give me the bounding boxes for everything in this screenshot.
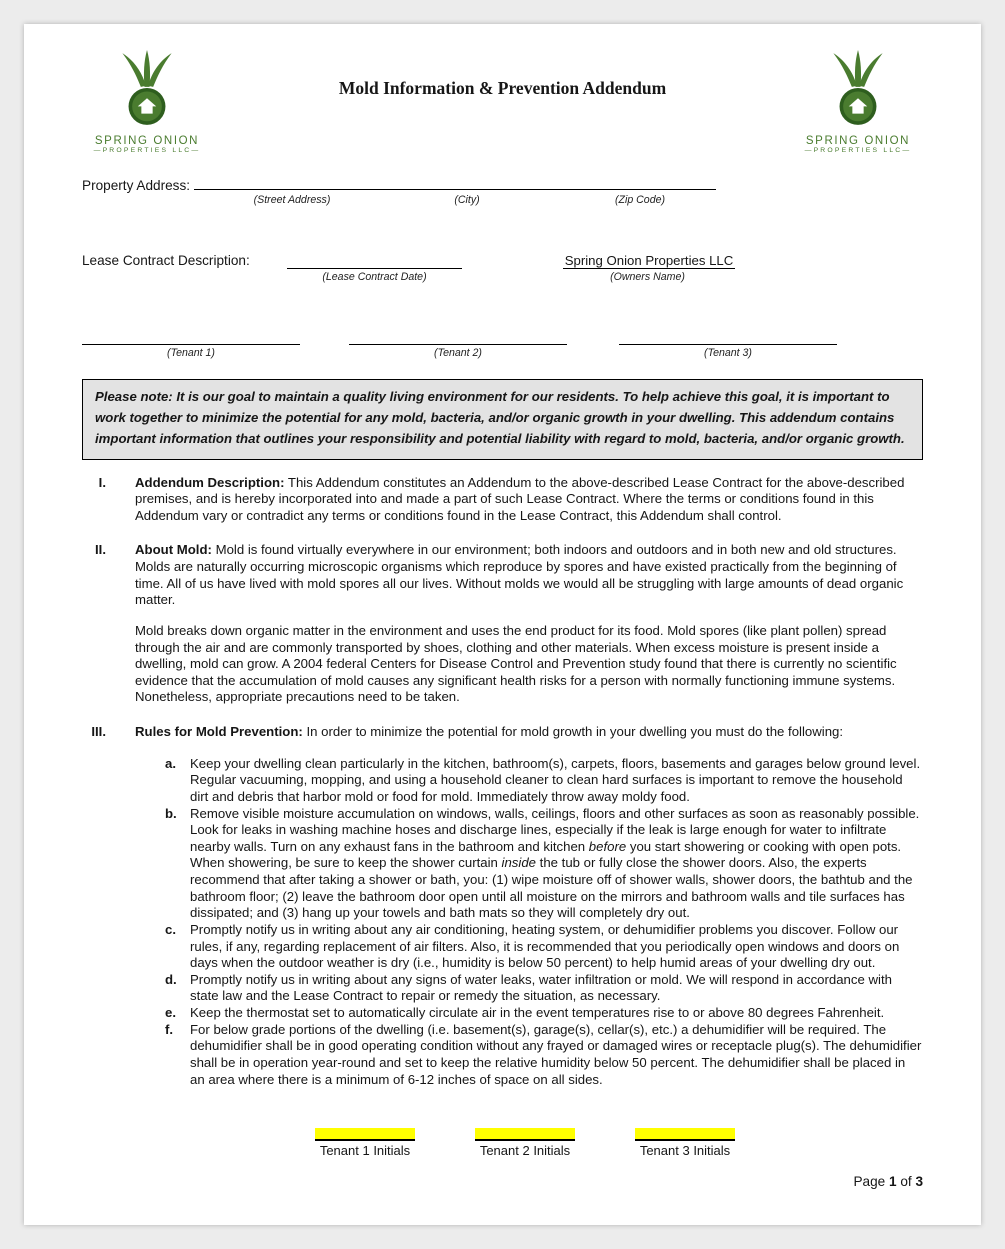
rule-item-e: [82, 1005, 923, 1022]
rule-letter: b.: [165, 805, 177, 821]
section-label: Rules for Mold Prevention:: [135, 724, 303, 740]
section-body: [135, 724, 923, 741]
tenant1-initials-field[interactable]: [315, 1128, 415, 1141]
section-text-2: Mold breaks down organic matter in the environment and uses the end product for its food. Mold spores (like plant pollen) spread through the air and are commonly transported by shoes, clothing and other materials. When excess moisture is present inside a dwelling, mold can grow. A 2004 federal Centers for Disease Control and Prevention study found that there is currently no scientific evidence that the accumulation of mold causes any significant health risks for a person with normally functioning immune systems. Nonetheless, appropriate precautions need to be taken.: [135, 622, 897, 705]
rule-text-part: Remove visible moisture accumulation on windows, walls, ceilings, floors and other surfaces as soon as reasonably possible. Look for leaks in washing machine hoses and discharge lines, especially if the leak is large enough for water to infiltrate nearby walls. Turn on any exhaust fans in the bathroom and kitchen: [190, 805, 920, 854]
tenant1-caption: (Tenant 1): [167, 347, 215, 359]
spring-onion-logo-right: [793, 50, 923, 154]
city-caption: (City): [454, 194, 480, 206]
rule-item-b: [82, 806, 923, 922]
page-number: 1: [888, 1174, 897, 1189]
tenant1-initials-label: Tenant 1 Initials: [319, 1143, 411, 1159]
rule-text: Promptly notify us in writing about any signs of water leaks, water infiltration or mold. We will respond in accordance with state law and the Lease Contract to repair or remedy the situation, as necessary.: [190, 971, 892, 1004]
section-body: [135, 475, 923, 525]
lease-contract-label: Lease Contract Description:: [82, 253, 250, 268]
tenant-signature-captions: [82, 347, 923, 363]
document-page: [24, 24, 981, 1225]
property-address-line[interactable]: [194, 176, 716, 190]
tenant-signature-row: [82, 329, 923, 347]
tenant2-initials-field[interactable]: [475, 1128, 575, 1141]
rule-letter: a.: [165, 755, 176, 771]
section-label: About Mold:: [135, 542, 212, 558]
logo-name: SPRING ONION: [94, 135, 200, 147]
rule-text: Keep the thermostat set to automatically circulate air in the event temperatures rise to or above 80 degrees Fahrenheit.: [190, 1005, 885, 1021]
rule-item-c: [82, 922, 923, 972]
rule-letter: e.: [165, 1005, 176, 1021]
section-number: III.: [91, 724, 106, 740]
logo-subtitle-text: PROPERTIES LLC: [102, 147, 192, 154]
sections: [82, 475, 923, 1089]
property-address-label: Property Address:: [82, 178, 191, 193]
logo-name: SPRING ONION: [805, 135, 911, 147]
page-footer: [853, 1174, 923, 1189]
page-label: Page: [853, 1174, 886, 1189]
lease-contract-date-line[interactable]: [287, 255, 462, 269]
onion-icon: [116, 50, 178, 130]
section-text: This Addendum constitutes an Addendum to the above-described Lease Contract for the above-described premises, and is hereby incorporated into and made a part of such Lease Contract. Where the terms or conditions found in this Addendum vary or contradict any terms or conditions found in the Lease Contract, this Addendum shall control.: [135, 474, 905, 523]
onion-icon: [827, 50, 889, 130]
rule-letter: d.: [165, 971, 177, 987]
section-rules-for-mold-prevention: [82, 724, 923, 741]
lease-contract-row: [82, 253, 923, 271]
tenant2-caption: (Tenant 2): [434, 347, 482, 359]
rule-item-a: [82, 756, 923, 806]
section-body: [135, 542, 923, 706]
rule-text-part: you start showering or cooking with open pots. When showering, be sure to keep the shower curtain: [190, 838, 902, 871]
section-text: Mold is found virtually everywhere in our environment; both indoors and outdoors and in both new and old structures. Molds are naturally occurring microscopic organisms which reproduce by spores and have existed practically from the beginning of time. All of us have lived with mold spores all our lives. Without molds we would all be struggling with large amounts of dead organic matter.: [135, 542, 904, 608]
section-about-mold: [82, 542, 923, 706]
rule-letter: c.: [165, 921, 176, 937]
rule-text: Keep your dwelling clean particularly in the kitchen, bathroom(s), carpets, floors, basements and garages below ground level. Regular vacuuming, mopping, and using a household cleaner to clean hard surfaces is important to remove the household dirt and debris that harbor mold or food for mold. Immediately throw away moldy food.: [190, 755, 921, 804]
property-address-captions: [82, 194, 923, 210]
rules-list: [82, 756, 923, 1089]
rule-text-part: the tub or fully close the shower doors. Also, the experts recommend that after taking a shower or bath, you: (1) wipe moisture off of shower walls, shower doors, the bathtub and the bathroom floor; (2) leave the bathroom door open until all moisture on the mirrors and bathroom walls and tile surfaces has dissipated; and (3) hang up your towels and bath mats so they will completely dry out.: [190, 855, 913, 921]
tenant1-initials-block: [315, 1128, 415, 1158]
of-label: of: [900, 1174, 912, 1189]
total-pages: 3: [915, 1174, 923, 1189]
tenant2-initials-label: Tenant 2 Initials: [479, 1143, 571, 1159]
lease-contract-captions: [82, 271, 923, 287]
rule-text: Promptly notify us in writing about any air conditioning, heating system, or dehumidifier problems you discover. Follow our rules, if any, regarding replacement of air filters. Also, it is recommended that you periodically open windows and doors on days when the outdoor weather is dry (i.e., humidity is below 50 percent) to help humid areas of your dwelling dry out.: [190, 921, 900, 971]
property-address-row: [82, 176, 923, 194]
section-number: II.: [95, 542, 106, 558]
rule-letter: f.: [165, 1021, 174, 1037]
section-addendum-description: [82, 475, 923, 525]
rule-item-d: [82, 972, 923, 1005]
tenant1-signature-line[interactable]: [82, 331, 300, 345]
rule-text: For below grade portions of the dwelling (i.e. basement(s), garage(s), cellar(s), etc.) a dehumidifier will be required. The dehumidifier shall be in good operating condition without any frayed or damaged wires or receptacle plug(s). The dehumidifier shall be in operation year-round and set to keep the relative humidity below 50 percent. The dehumidifier shall be placed in an area where there is a minimum of 6-12 inches of space on all sides.: [190, 1021, 922, 1087]
section-label: Addendum Description:: [135, 474, 285, 490]
tenant3-caption: (Tenant 3): [704, 347, 752, 359]
street-address-caption: (Street Address): [253, 194, 331, 206]
tenant2-signature-line[interactable]: [349, 331, 567, 345]
rule-text-italic: inside: [501, 855, 537, 871]
lease-contract-date-caption: (Lease Contract Date): [322, 271, 427, 283]
rule-text-italic: before: [588, 838, 627, 854]
spring-onion-logo-left: [82, 50, 212, 154]
page-title: Mold Information & Prevention Addendum: [338, 78, 667, 98]
logo-subtitle: —PROPERTIES LLC—: [93, 147, 201, 154]
notice-box: Please note: It is our goal to maintain a quality living environment for our residents. To help achieve this goal, it is important to work together to minimize the potential for any mold, bacteria, and/or organic growth in your dwelling. This addendum contains important information that outlines your responsibility and potential liability with regard to mold, bacteria, and/or organic growth.: [82, 379, 923, 460]
tenant-initials-row: [315, 1128, 923, 1158]
logo-subtitle: —PROPERTIES LLC—: [804, 147, 912, 154]
tenant3-signature-line[interactable]: [619, 331, 837, 345]
logo-subtitle-text: PROPERTIES LLC: [813, 147, 903, 154]
zip-caption: (Zip Code): [614, 194, 666, 206]
tenant3-initials-label: Tenant 3 Initials: [639, 1143, 731, 1159]
section-text: In order to minimize the potential for mold growth in your dwelling you must do the following:: [306, 724, 844, 740]
tenant3-initials-field[interactable]: [635, 1128, 735, 1141]
tenant2-initials-block: [475, 1128, 575, 1158]
section-number: I.: [98, 474, 106, 490]
owners-name-value: Spring Onion Properties LLC: [564, 253, 734, 268]
rule-item-f: [82, 1022, 923, 1089]
tenant3-initials-block: [635, 1128, 735, 1158]
owners-name-caption: (Owners Name): [610, 271, 685, 283]
rule-text: [190, 806, 923, 922]
document-header: [82, 50, 923, 154]
